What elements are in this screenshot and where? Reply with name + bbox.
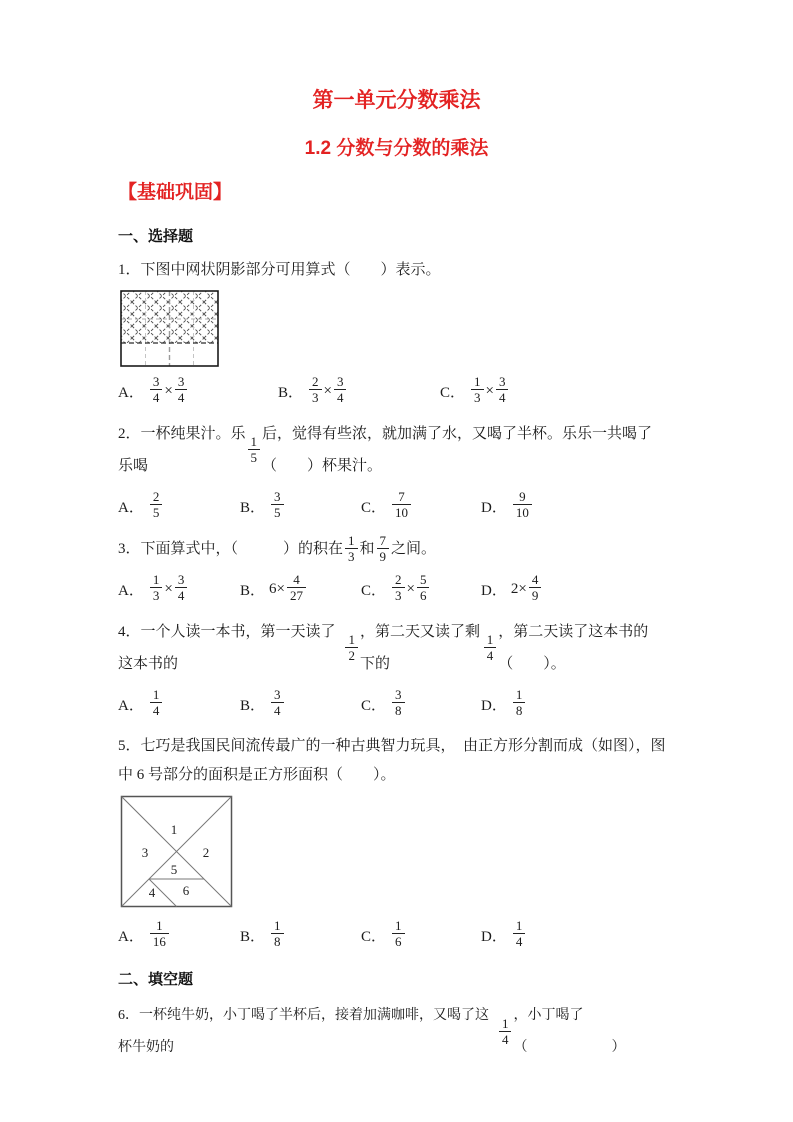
option-expression [148, 917, 171, 951]
piece-label-1: 1 [170, 822, 178, 837]
fraction: $\frac{4}{27}$ [287, 572, 306, 603]
fraction: $\frac{1}{6}$ [392, 918, 405, 949]
option-label: D． [481, 697, 507, 714]
option-a [118, 917, 240, 951]
question-5 [118, 725, 675, 956]
option-label: B． [240, 697, 266, 714]
option-label: D． [481, 928, 507, 945]
fraction: $\frac{1}{4}$ [513, 918, 526, 949]
piece-label-6: 6 [182, 883, 190, 898]
option-expression: 2× $\frac{4}{9}$ [511, 574, 543, 605]
question-5-figure [120, 795, 675, 908]
piece-label-2: 2 [202, 845, 210, 860]
fraction: $\frac{4}{9}$ [529, 572, 542, 603]
fraction: $\frac{3}{4}$ [175, 572, 188, 603]
fraction: $\frac{3}{5}$ [271, 489, 284, 520]
fraction: $\frac{1}{3}$ [471, 374, 484, 405]
question-4-options [118, 683, 675, 725]
question-2-options [118, 485, 675, 527]
option-c [361, 686, 481, 720]
option-label: B． [240, 928, 266, 945]
option-expression [390, 488, 413, 522]
fraction: $\frac{1}{3}$ [345, 533, 358, 564]
fraction: $\frac{1}{2}$ [345, 632, 358, 663]
option-c [361, 488, 481, 522]
option-c [361, 571, 481, 605]
unit-title: 第一单元分数乘法 [312, 89, 481, 112]
fraction: $\frac{3}{4}$ [496, 374, 509, 405]
option-b [240, 488, 361, 522]
option-label: C． [361, 697, 387, 714]
fraction: $\frac{1}{5}$ [248, 434, 261, 465]
option-expression: $\frac{1}{3}$ × $\frac{3}{4}$ [148, 574, 189, 605]
fraction: $\frac{3}{4}$ [175, 374, 188, 405]
fraction: $\frac{1}{4}$ [484, 632, 497, 663]
option-a [118, 571, 240, 605]
option-label: C． [361, 582, 387, 599]
option-label: A． [118, 697, 144, 714]
fraction: $\frac{1}{4}$ [150, 687, 163, 718]
fraction: $\frac{1}{8}$ [513, 687, 526, 718]
option-label: A． [118, 499, 144, 516]
option-d [481, 917, 675, 951]
option-expression [511, 917, 528, 951]
option-label: A． [118, 384, 144, 401]
fraction: $\frac{5}{6}$ [417, 572, 430, 603]
option-expression [511, 686, 528, 720]
option-expression: $\frac{2}{3}$ × $\frac{5}{6}$ [390, 574, 431, 605]
question-6-text: 6．一杯纯牛奶，小丁喝了半杯后，接着加满咖啡，又喝了这杯牛奶的 $\frac{1}{4}$ ，小丁喝了（ ） [118, 1008, 626, 1055]
option-label: D． [481, 582, 507, 599]
question-1-text: 1．下图中网状阴影部分可用算式（ ）表示。 [118, 262, 441, 278]
option-label: D． [481, 499, 507, 516]
tangram-figure [120, 795, 233, 908]
fraction: $\frac{9}{10}$ [513, 489, 532, 520]
option-label: B． [240, 582, 266, 599]
option-expression [269, 917, 286, 951]
lesson-title: 1.2 分数与分数的乘法 [304, 138, 489, 159]
piece-label-3: 3 [141, 845, 149, 860]
fraction: $\frac{1}{4}$ [499, 1016, 512, 1047]
option-c [440, 373, 675, 407]
option-expression [269, 686, 286, 720]
option-expression: $\frac{2}{3}$ × $\frac{3}{4}$ [307, 376, 348, 407]
option-label: B． [240, 499, 266, 516]
question-5-text: 5．七巧是我国民间流传最广的一种古典智力玩具， 由正方形分割而成（如图），图中 6 号部分的面积是正方形面积（ ）。 [118, 738, 666, 783]
option-expression [390, 686, 407, 720]
section-heading-fill-blank: 二、填空题 [118, 971, 194, 988]
fraction: $\frac{1}{8}$ [271, 918, 284, 949]
fraction: $\frac{3}{4}$ [150, 374, 163, 405]
fraction: $\frac{7}{9}$ [377, 533, 390, 564]
fraction: $\frac{3}{4}$ [271, 687, 284, 718]
option-label: C． [361, 499, 387, 516]
fraction: $\frac{3}{8}$ [392, 687, 405, 718]
hatched-grid-figure [120, 290, 219, 367]
question-4-text: 4．一个人读一本书，第一天读了这本书的 $\frac{1}{2}$ ，第二天又读了剩下的 $\frac{1}{4}$ ，第二天读了这本书的（ ）。 [118, 624, 649, 672]
option-b [240, 686, 361, 720]
option-expression: $\frac{3}{4}$ × $\frac{3}{4}$ [148, 376, 189, 407]
question-2-text: 2．一杯纯果汁。乐乐喝 $\frac{1}{5}$ 后，觉得有些浓，就加满了水，又喝了半杯。乐乐一共喝了（ ）杯果汁。 [118, 426, 653, 474]
option-b [240, 917, 361, 951]
option-expression [390, 917, 407, 951]
option-b [240, 571, 361, 605]
option-expression [148, 488, 165, 522]
fraction: $\frac{7}{10}$ [392, 489, 411, 520]
question-1-options [118, 370, 675, 412]
fraction: $\frac{2}{3}$ [392, 572, 405, 603]
fraction: $\frac{1}{3}$ [150, 572, 163, 603]
question-5-options [118, 914, 675, 956]
option-expression [269, 488, 286, 522]
option-expression: $\frac{1}{3}$ × $\frac{3}{4}$ [469, 376, 510, 407]
piece-label-5: 5 [170, 862, 178, 877]
question-1 [118, 247, 675, 412]
question-3-text: 3．下面算式中，（ ）的积在 $\frac{1}{3}$ 和 $\frac{7}{9}$ 之间。 [118, 532, 437, 564]
option-d [481, 571, 675, 605]
section-heading-choice: 一、选择题 [118, 228, 194, 245]
question-2 [118, 412, 675, 527]
basics-badge: 【基础巩固】 [118, 182, 233, 203]
question-1-figure [120, 290, 675, 367]
option-label: C． [361, 928, 387, 945]
option-c [361, 917, 481, 951]
fraction: $\frac{2}{3}$ [309, 374, 322, 405]
option-label: B． [278, 384, 304, 401]
option-b [278, 373, 440, 407]
option-expression [511, 488, 534, 522]
option-d [481, 686, 675, 720]
option-expression [148, 686, 165, 720]
question-4 [118, 610, 675, 725]
piece-label-4: 4 [148, 885, 156, 900]
option-expression: 6× $\frac{4}{27}$ [269, 574, 308, 605]
fraction: $\frac{3}{4}$ [334, 374, 347, 405]
option-label: C． [440, 384, 466, 401]
option-a [118, 686, 240, 720]
option-d [481, 488, 675, 522]
option-label: A． [118, 582, 144, 599]
question-6 [118, 990, 675, 1064]
question-3 [118, 527, 675, 610]
fraction: $\frac{2}{5}$ [150, 489, 163, 520]
option-a [118, 488, 240, 522]
question-3-options [118, 568, 675, 610]
option-a [118, 373, 278, 407]
option-label: A． [118, 928, 144, 945]
fraction: $\frac{1}{16}$ [150, 918, 169, 949]
